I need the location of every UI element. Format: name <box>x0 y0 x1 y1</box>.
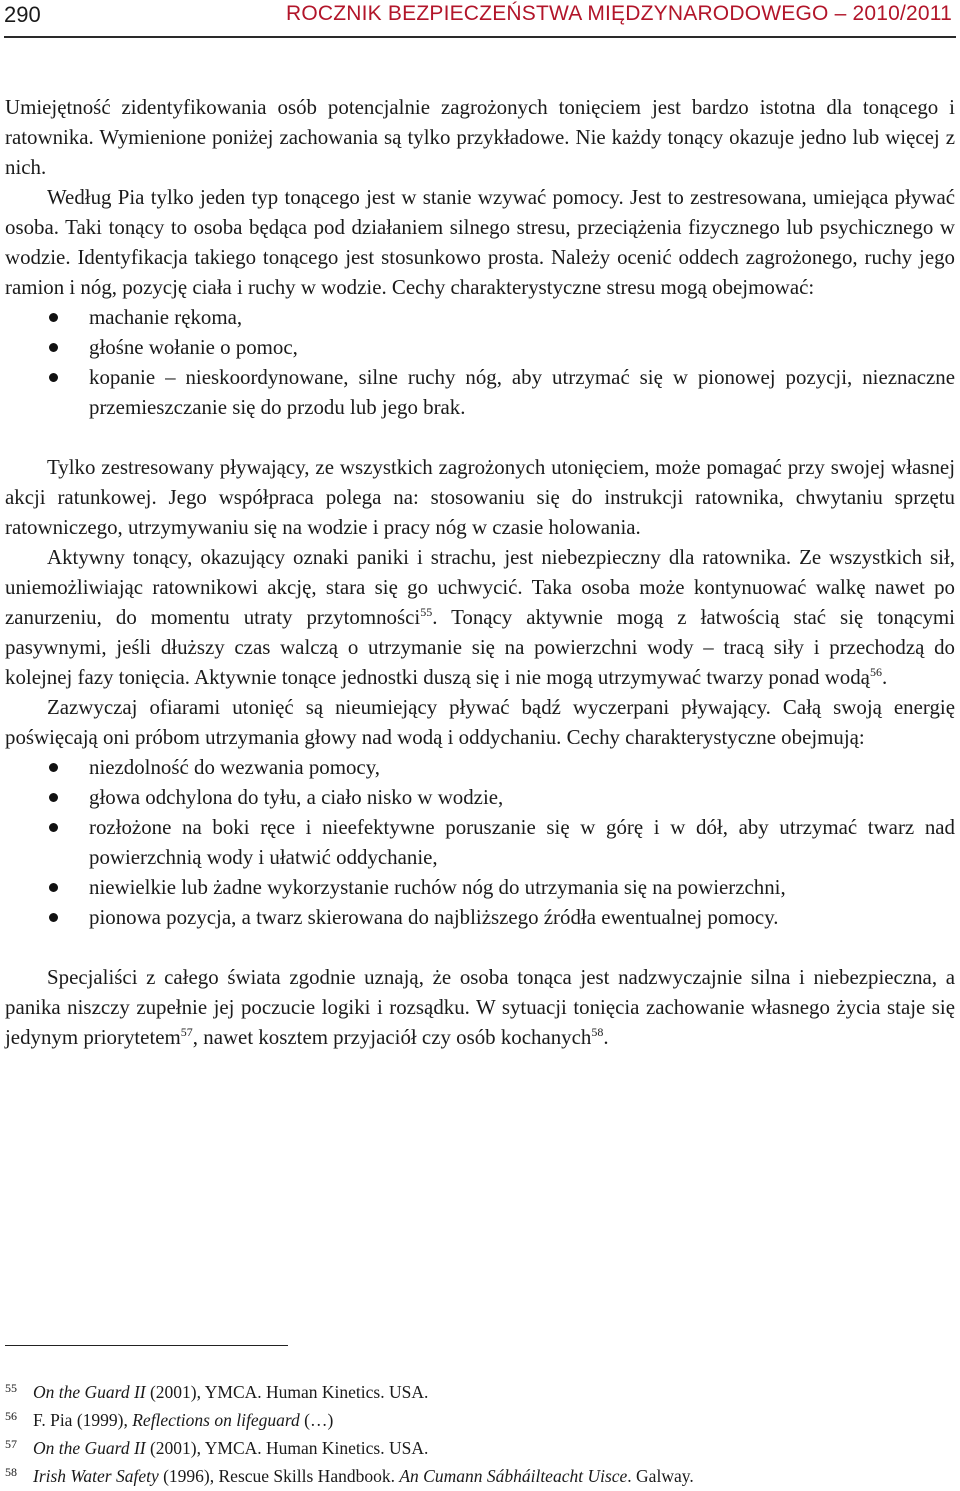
body-text <box>5 92 955 1052</box>
paragraph-5: Zazwyczaj ofiarami utonięć są nieumiejący pływać bądź wyczerpani pływający. Całą swoją energię poświęcają oni próbom utrzymania głowy nad wodą i oddychaniu. Cechy charakterystyczne obejmują: <box>5 695 955 749</box>
footnote-ref-56: 56 <box>869 665 882 679</box>
text-span: Aktywny tonący, okazujący oznaki paniki i strachu, jest niebezpieczny dla ratownika. Ze wszystkich sił, uniemożliwiając ratownikowi akcję, stara się go uchwycić. Taka osoba może kontynuować walkę nawet po zanurzeniu, do momentu utraty przytomności <box>5 545 955 629</box>
list-item: machanie rękoma, <box>5 302 955 332</box>
text-span: . Tonący aktywnie mogą z łatwością stać się tonącymi pasywnymi, jeśli dłuższy czas walczą o utrzymanie się na powierzchni wody – tracą siły i przechodzą do kolejnej fazy tonięcia. Aktywnie tonące jednostki duszą się i nie mogą utrzymywać twarzy ponad wodą <box>5 605 955 689</box>
footnote-text: (2001), YMCA. Human Kinetics. USA. <box>145 1438 429 1458</box>
text-span: . <box>603 1025 609 1049</box>
footnote-57 <box>5 1434 945 1462</box>
list-item: głośne wołanie o pomoc, <box>5 332 955 362</box>
text-span: Specjaliści z całego świata zgodnie uznają, że osoba tonąca jest nadzwyczajnie silna i niebezpieczna, a panika niszczy zupełnie jej poczucie logiki i rozsądku. W sytuacji tonięcia zachowanie własnego życia staje się jedynym priorytetem <box>5 965 955 1049</box>
paragraph-2: Według Pia tylko jeden typ tonącego jest w stanie wzywać pomocy. Jest to zestresowana, umiejąca pływać osoba. Taki tonący to osoba będąca pod działaniem silnego stresu, przeciążenia fizycznego lub psychicznego w wodzie. Identyfikacja takiego tonącego jest stosunkowo prosta. Należy ocenić oddech zagrożonego, ruchy jego ramion i nóg, pozycję ciała i ruchy w wodzie. Cechy charakterystyczne stresu mogą obejmować: <box>5 185 955 299</box>
footnote-ref-57: 57 <box>180 1025 193 1039</box>
text-span: , nawet kosztem przyjaciół czy osób kochanych <box>192 1025 592 1049</box>
footnote-58 <box>5 1462 945 1490</box>
list-item: rozłożone na boki ręce i nieefektywne poruszanie się w górę i w dół, aby utrzymać twarz nad powierzchnią wody i ułatwić oddychanie, <box>5 812 955 872</box>
footnote-number: 57 <box>5 1437 17 1451</box>
paragraph-4 <box>5 542 955 692</box>
paragraph-6 <box>5 962 955 1052</box>
running-title: ROCZNIK BEZPIECZEŃSTWA MIĘDZYNARODOWEGO – 2010/2011 <box>285 2 952 25</box>
footnote-number: 56 <box>5 1409 17 1423</box>
list-item: głowa odchylona do tyłu, a ciało nisko w wodzie, <box>5 782 955 812</box>
footnote-text: (1996), Rescue Skills Handbook. <box>158 1466 400 1486</box>
footnote-title: On the Guard II <box>33 1438 146 1458</box>
drowning-signs-list <box>5 752 955 932</box>
text-span: . <box>881 665 888 689</box>
footnotes <box>5 1378 945 1490</box>
footnote-ref-55: 55 <box>420 605 433 619</box>
list-item: niewielkie lub żadne wykorzystanie ruchów nóg do utrzymania się na powierzchni, <box>5 872 955 902</box>
footnote-56 <box>5 1406 945 1434</box>
list-item: kopanie – nieskoordynowane, silne ruchy nóg, aby utrzymać się w pionowej pozycji, nieznaczne przemieszczanie się do przodu lub jego brak. <box>5 362 955 422</box>
footnote-ref-58: 58 <box>591 1025 604 1039</box>
footnote-publisher: An Cumann Sábháilteacht Uisce <box>399 1466 628 1486</box>
footnote-text: . Galway. <box>627 1466 694 1486</box>
footnote-number: 55 <box>5 1381 17 1395</box>
footnote-title: Irish Water Safety <box>33 1466 159 1486</box>
stress-signs-list <box>5 302 955 422</box>
footnote-number: 58 <box>5 1465 17 1479</box>
footnote-title: Reflections on lifeguard <box>132 1410 300 1430</box>
list-item: pionowa pozycja, a twarz skierowana do najbliższego źródła ewentualnej pomocy. <box>5 902 955 932</box>
footnote-55 <box>5 1378 945 1406</box>
footnote-divider <box>5 1345 288 1346</box>
footnote-text: (…) <box>299 1410 334 1430</box>
footnote-title: On the Guard II <box>33 1382 146 1402</box>
page-header <box>4 0 956 38</box>
paragraph-3: Tylko zestresowany pływający, ze wszystkich zagrożonych utonięciem, może pomagać przy swojej własnej akcji ratunkowej. Jego współpraca polega na: stosowaniu się do instrukcji ratownika, chwytaniu sprzętu ratowniczego, utrzymywaniu się na wodzie i pracy nóg w czasie holowania. <box>5 455 955 539</box>
paragraph-1: Umiejętność zidentyfikowania osób potencjalnie zagrożonych tonięciem jest bardzo istotna dla tonącego i ratownika. Wymienione poniżej zachowania są tylko przykładowe. Nie każdy tonący okazuje jedno lub więcej z nich. <box>5 95 955 179</box>
footnote-text: (2001), YMCA. Human Kinetics. USA. <box>145 1382 429 1402</box>
list-item: niezdolność do wezwania pomocy, <box>5 752 955 782</box>
footnote-author: F. Pia (1999), <box>33 1410 133 1430</box>
page-number: 290 <box>4 2 41 27</box>
